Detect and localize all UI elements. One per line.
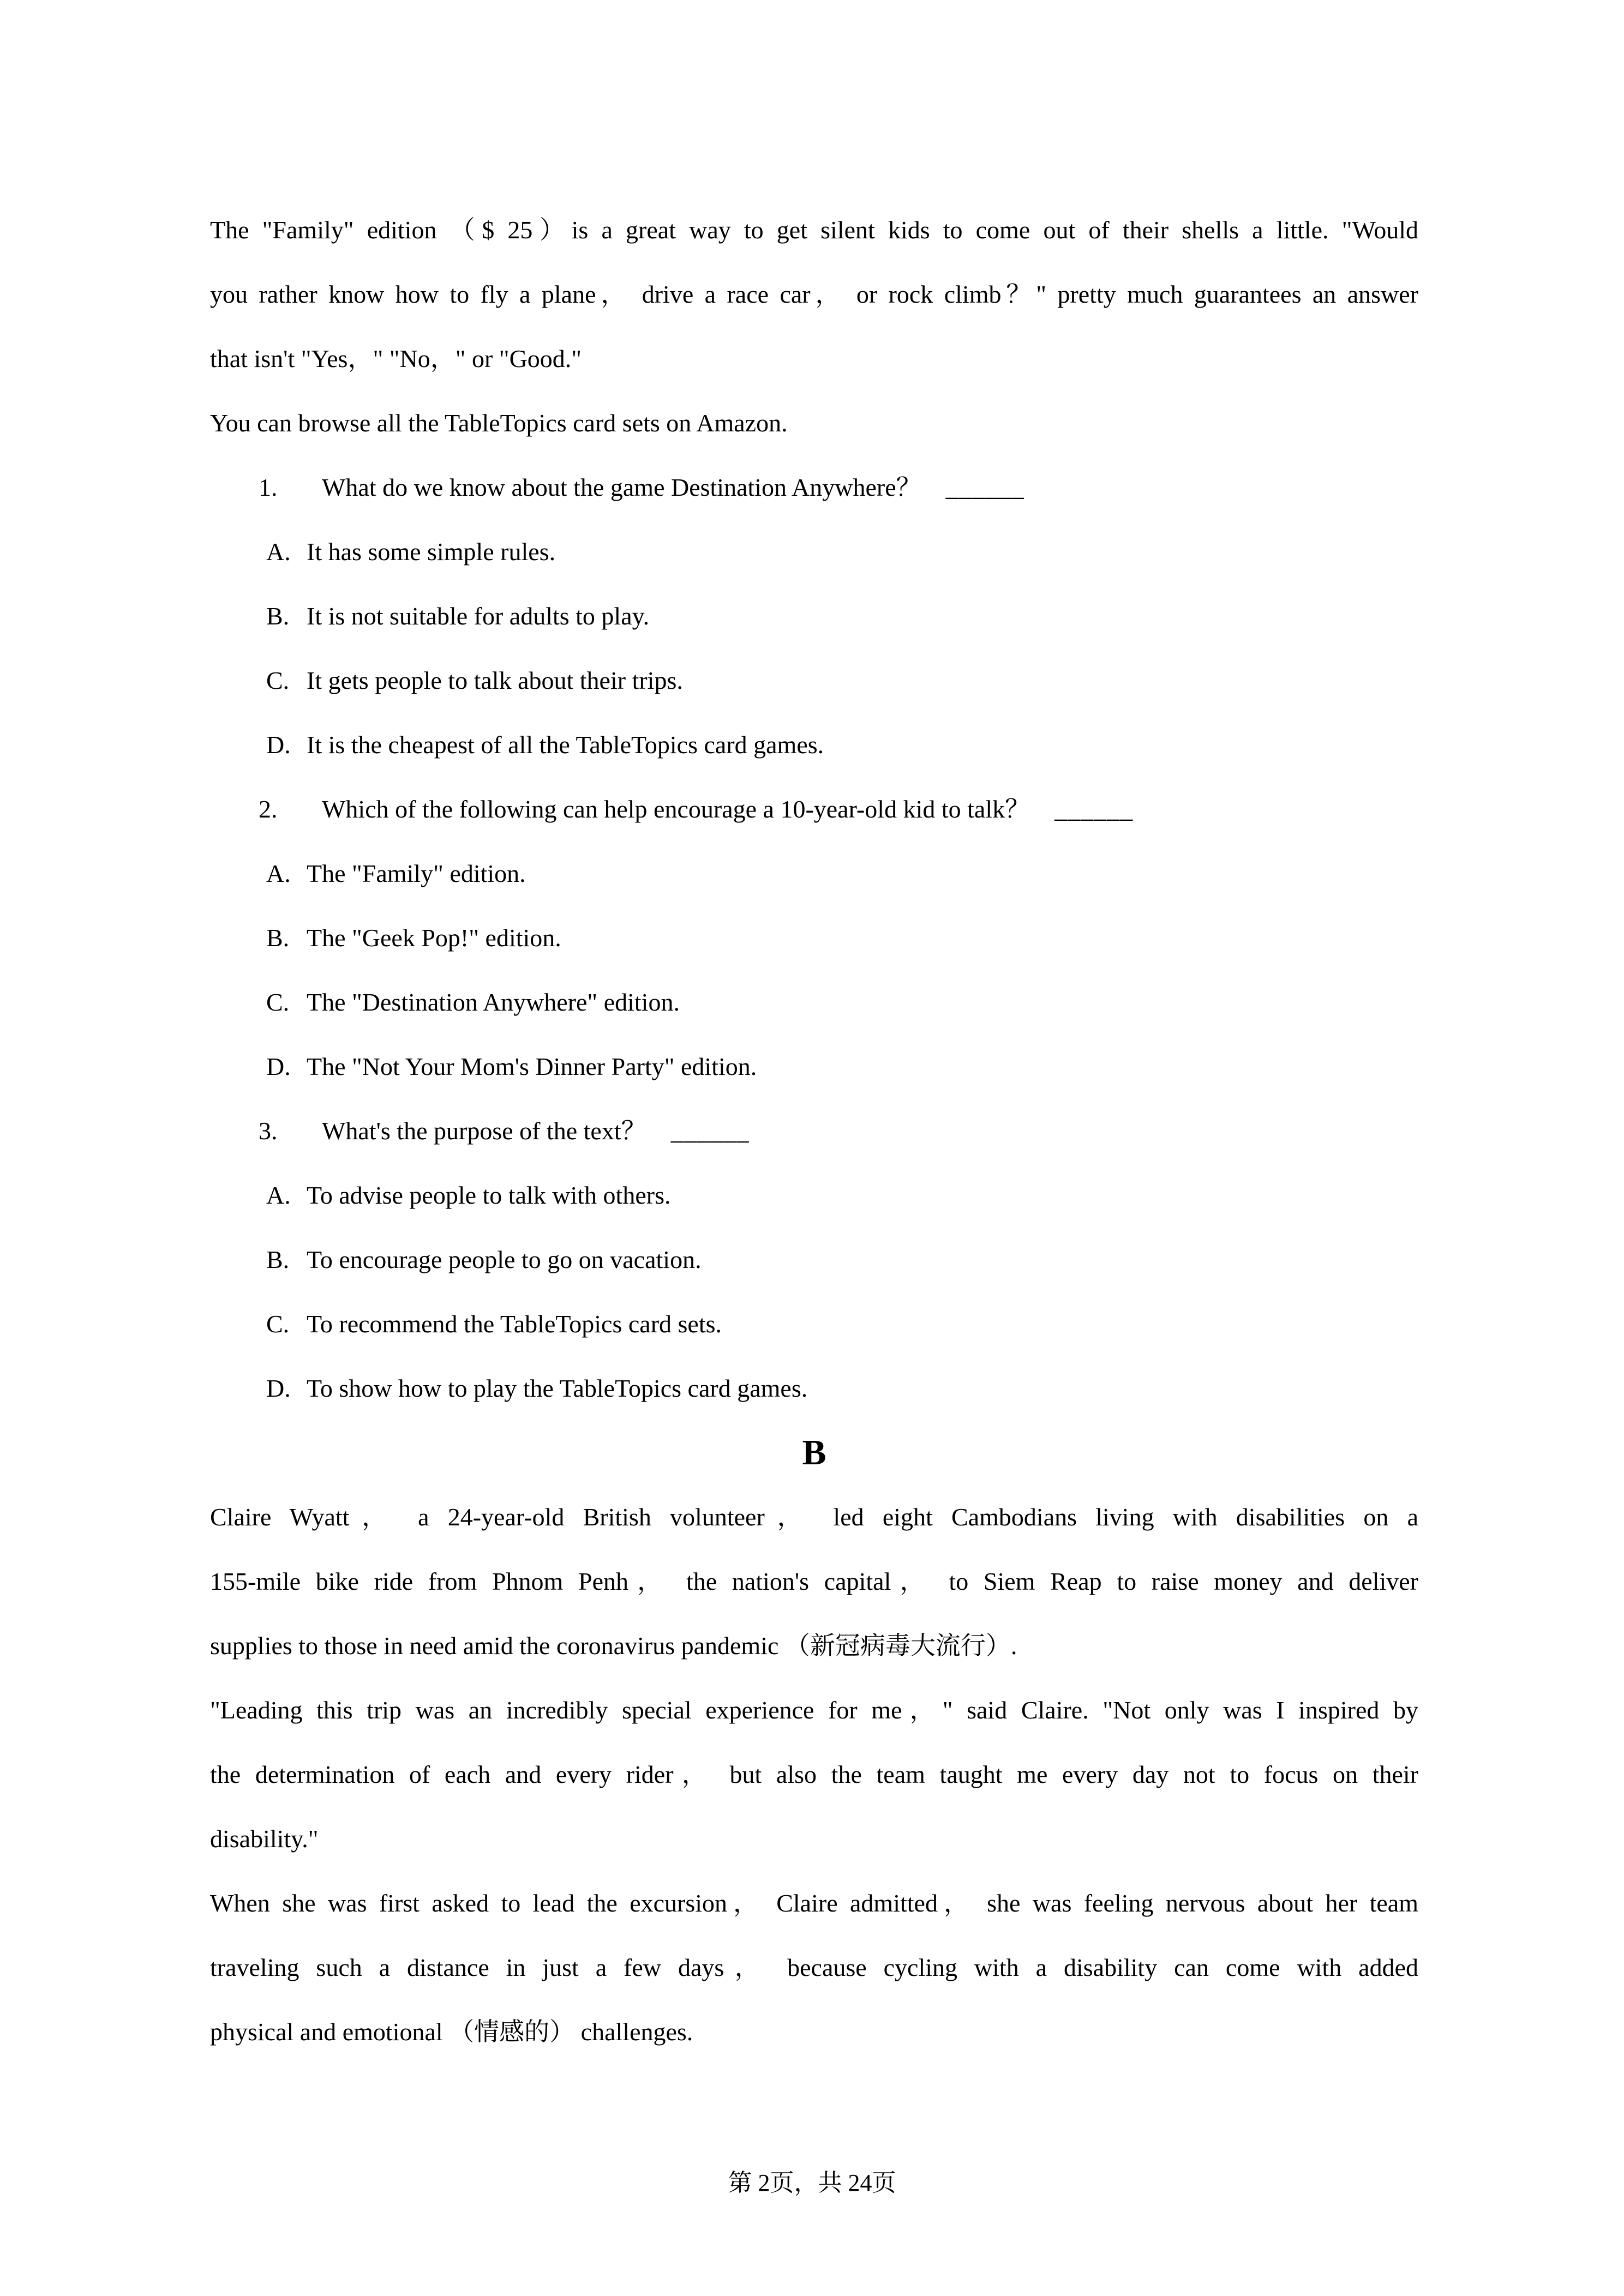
option-line-1b [210, 584, 1418, 648]
option-letter: B. [266, 1246, 290, 1273]
passage-b-line: Claire Wyatt， a 24-year-old British volunteer， led eight Cambodians living with disabilities on a [210, 1503, 1418, 1531]
option-letter: A. [266, 1181, 291, 1209]
option-letter: D. [266, 731, 291, 759]
passage-a-line: you rather know how to fly a plane， drive a race car， or rock climb？" pretty much guarantees an answer [210, 280, 1418, 308]
option-letter: D. [266, 1053, 291, 1080]
option-letter: B. [266, 924, 290, 952]
question-line-3 [210, 1099, 1418, 1163]
option-text: It gets people to talk about their trips. [307, 666, 683, 694]
answer-blank: ______ [1054, 795, 1134, 823]
option-letter: C. [266, 988, 290, 1016]
option-line-3c [210, 1292, 1418, 1356]
passage-b-line: supplies to those in need amid the coronavirus pandemic （新冠病毒大流行）. [210, 1632, 1017, 1660]
question-text: What's the purpose of the text？ [322, 1117, 646, 1145]
passage-a-line: You can browse all the TableTopics card sets on Amazon. [210, 409, 788, 437]
answer-blank: ______ [945, 473, 1024, 501]
question-number: 3. [259, 1117, 278, 1145]
passage-b-line: traveling such a distance in just a few days， because cycling with a disability can come with added [210, 1954, 1418, 1981]
passage-b-line: the determination of each and every rider， but also the team taught me every day not to focus on their [210, 1760, 1418, 1788]
question-text: What do we know about the game Destination Anywhere？ [322, 473, 921, 501]
passage-b-line: 155-mile bike ride from Phnom Penh， the nation's capital， to Siem Reap to raise money and deliver [210, 1567, 1418, 1595]
question-number: 2. [259, 795, 278, 823]
option-line-1a [210, 520, 1418, 584]
option-letter: A. [266, 538, 291, 566]
question-line-2 [210, 777, 1418, 842]
question-number: 1. [259, 473, 278, 501]
option-text: The "Geek Pop!" edition. [307, 924, 561, 952]
option-text: To encourage people to go on vacation. [307, 1246, 702, 1273]
option-letter: C. [266, 1310, 290, 1338]
passage-b-line: "Leading this trip was an incredibly special experience for me，" said Claire. "Not only was I inspired by [210, 1696, 1418, 1724]
passage-b-line: physical and emotional （情感的） challenges. [210, 2018, 693, 2046]
option-text: It is the cheapest of all the TableTopics card games. [307, 731, 824, 759]
option-letter: C. [266, 666, 290, 694]
option-line-2c [210, 970, 1418, 1035]
option-text: To show how to play the TableTopics card games. [307, 1374, 808, 1402]
option-line-3a [210, 1163, 1418, 1228]
option-line-1c [210, 648, 1418, 713]
option-text: The "Destination Anywhere" edition. [307, 988, 680, 1016]
passage-a-line: that isn't "Yes，" "No，" or "Good." [210, 345, 582, 372]
question-text: Which of the following can help encourage a 10-year-old kid to talk？ [322, 795, 1030, 823]
passage-a-line: The "Family" edition （$ 25）is a great way to get silent kids to come out of their shells a little. "Would [210, 216, 1418, 244]
option-text: The "Not Your Mom's Dinner Party" edition. [307, 1053, 757, 1080]
option-text: It has some simple rules. [307, 538, 556, 566]
page-content [210, 198, 1418, 2064]
passage-b-line: disability." [210, 1825, 319, 1853]
option-letter: B. [266, 602, 290, 630]
option-line-2b [210, 906, 1418, 970]
page-footer: 第 2页，共 24页 [728, 2169, 896, 2196]
option-line-2a [210, 842, 1418, 906]
option-text: It is not suitable for adults to play. [307, 602, 650, 630]
option-text: To recommend the TableTopics card sets. [307, 1310, 722, 1338]
option-letter: A. [266, 860, 291, 887]
option-line-2d [210, 1035, 1418, 1099]
passage-b-line: When she was first asked to lead the excursion， Claire admitted， she was feeling nervous about her team [210, 1889, 1418, 1917]
option-line-3b [210, 1228, 1418, 1292]
question-line-1 [210, 455, 1418, 520]
option-line-1d [210, 713, 1418, 777]
section-b-heading: B [802, 1433, 826, 1472]
option-text: The "Family" edition. [307, 860, 526, 887]
answer-blank: ______ [670, 1117, 750, 1145]
option-letter: D. [266, 1374, 291, 1402]
option-line-3d [210, 1356, 1418, 1421]
option-text: To advise people to talk with others. [307, 1181, 671, 1209]
